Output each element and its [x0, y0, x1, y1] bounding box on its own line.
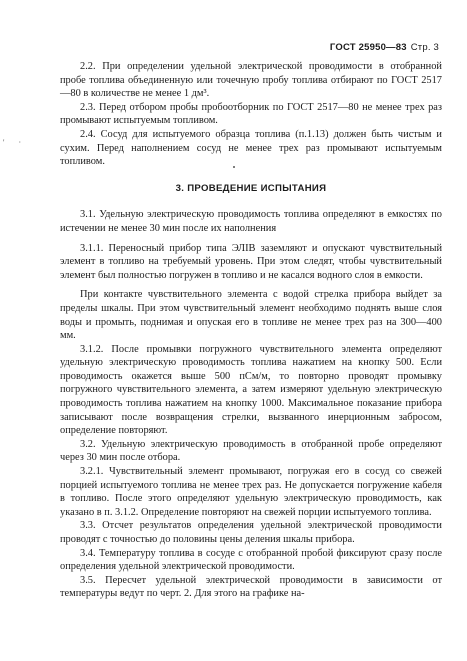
- paragraph-3-1-1: 3.1.1. Переносный прибор типа ЭЛIВ заземляют и опускают чувствительный элемент в топливо на требуемый уровень. При этом следят, чтобы чувствительный элемент был полностью погружен в топливо и не касался водного слоя в емкости.: [60, 242, 442, 281]
- margin-marks: ' ·: [3, 138, 28, 147]
- paragraph-3-1-2: 3.1.2. После промывки погружного чувствительного элемента определяют удельную электрическую проводимость топлива нажатием на кнопку 500. Если проводимость окажется выше 500 пСм/м, то повторно проводят промывку погружного чувствительного элемента, а затем измеряют удельную электрическую проводимость топлива нажатием на кнопку 1000. Максимальное показание прибора записывают после возвращения стрелки, вызванного инерционным забросом, определение повторяют.: [60, 343, 442, 437]
- standard-number: ГОСТ 25950—83: [329, 42, 407, 53]
- paragraph-3-2-1: 3.2.1. Чувствительный элемент промывают, погружая его в сосуд со свежей порцией испытуемого топлива не менее трех раз. Не допускается погружение кабеля в топливо. После этого определяют удельную электрическую проводимость, как указано в п. 3.1.2. Определение повторяют на свежей порции испытуемого топлива.: [60, 466, 442, 518]
- body-text: [60, 60, 442, 601]
- page-number: Стр. 3: [410, 42, 439, 53]
- paragraph-2-3: 2.3. Перед отбором пробы пробоотборник по ГОСТ 2517—80 не менее трех раз промывают испытуемым топливом.: [60, 101, 442, 127]
- section-heading: 3. ПРОВЕДЕНИЕ ИСПЫТАНИЯ: [175, 182, 327, 194]
- paragraph-3-4: 3.4. Температуру топлива в сосуде с отобранной пробой фиксируют сразу после определения удельной электрической проводимости.: [60, 547, 442, 573]
- paragraph-3-2: 3.2. Удельную электрическую проводимость в отобранной пробе определяют через 30 мин после отбора.: [60, 438, 442, 464]
- paragraph-3-3: 3.3. Отсчет результатов определения удельной электрической проводимости проводят с точностью до половины цены деления шкалы прибора.: [60, 520, 442, 545]
- paragraph-2-2: 2.2. При определении удельной электрической проводимости в отобранной пробе топлива объединенную или точечную пробу топлива отбирают по ГОСТ 2517—80 в количестве не менее 1 дм³.: [60, 61, 442, 100]
- paragraph-3-1-1-contact: При контакте чувствительного элемента с водой стрелка прибора выйдет за пределы шкалы. При этом чувствительный элемент необходимо поднять выше слоя воды и промыть, поднимая и опуская его в топливе не менее трех раз на 300—400 мм.: [60, 289, 442, 342]
- running-header: [330, 42, 439, 53]
- paragraph-3-5: 3.5. Пересчет удельной электрической проводимости в зависимости от температуры ведут по черт. 2. Для этого на графике на-: [60, 574, 442, 600]
- paragraph-2-4: 2.4. Сосуд для испытуемого образца топлива (п.1.13) должен быть чистым и сухим. Перед наполнением сосуд не менее трех раз промывают испытуемым топливом.: [60, 128, 442, 168]
- paragraph-3-1: 3.1. Удельную электрическую проводимость топлива определяют в емкостях по истечении не менее 30 мин после их наполнения: [60, 209, 442, 234]
